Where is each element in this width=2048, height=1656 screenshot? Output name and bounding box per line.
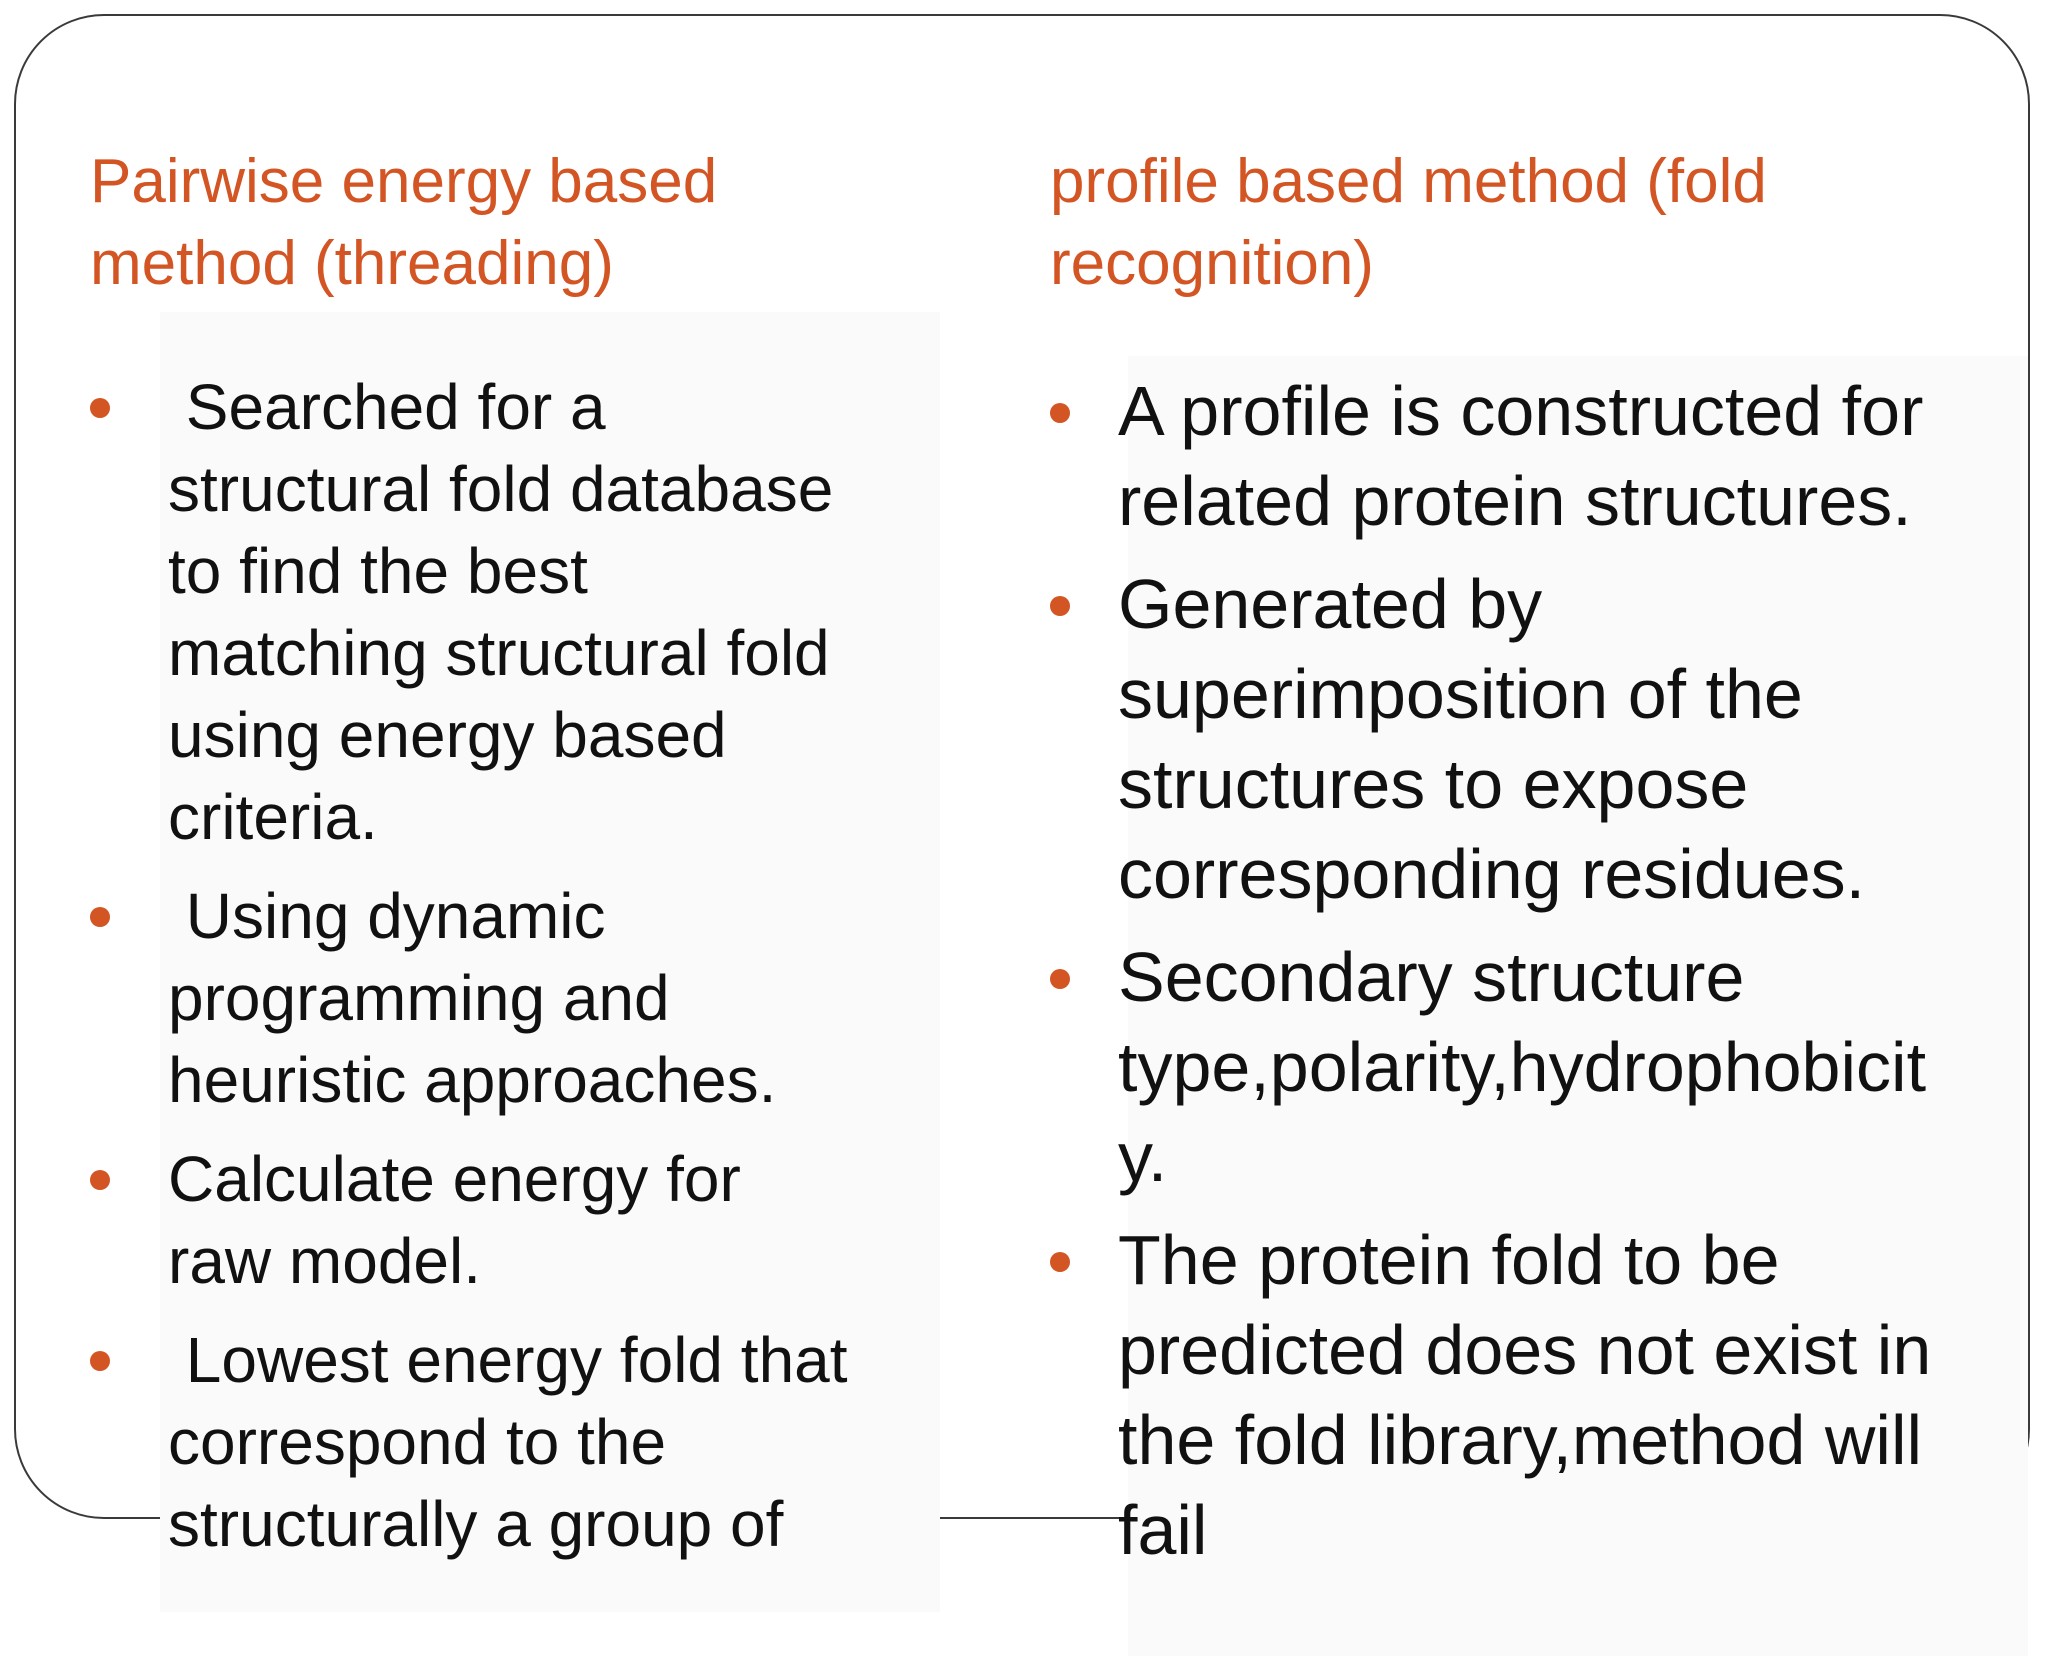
bullet-text-line: fail xyxy=(1118,1491,1208,1569)
bullet-text-line: programming and xyxy=(168,962,670,1034)
bullet-text-line: y. xyxy=(1118,1118,1168,1196)
bullet-dot-icon xyxy=(1050,596,1070,616)
heading-line: method (threading) xyxy=(90,229,614,298)
bullet-text-line: Lowest energy fold that xyxy=(168,1324,848,1396)
bullet-text-line: criteria. xyxy=(168,781,378,853)
bullet-text-line: superimposition of the xyxy=(1118,655,1803,733)
heading-line: profile based method (fold xyxy=(1050,147,1767,216)
bullet-item xyxy=(1050,932,2030,1202)
bullet-item xyxy=(90,1319,950,1565)
bullet-text-line: to find the best xyxy=(168,535,588,607)
bullet-dot-icon xyxy=(90,398,110,418)
bullet-dot-icon xyxy=(1050,1252,1070,1272)
right-bullet-list xyxy=(1050,366,2030,1588)
right-column-heading xyxy=(1050,141,1767,305)
bullet-text-line: type,polarity,hydrophobicit xyxy=(1118,1028,1927,1106)
bullet-text-line: using energy based xyxy=(168,699,727,771)
bullet-text-line: structural fold database xyxy=(168,453,834,525)
slide-frame xyxy=(14,14,2030,1569)
bullet-text-line: predicted does not exist in xyxy=(1118,1311,1932,1389)
bullet-dot-icon xyxy=(90,907,110,927)
bullet-text-line: The protein fold to be xyxy=(1118,1221,1780,1299)
bullet-item xyxy=(90,1138,950,1302)
bullet-text-line: the fold library,method will xyxy=(1118,1401,1923,1479)
bullet-text-line: heuristic approaches. xyxy=(168,1044,777,1116)
left-bullet-list xyxy=(90,366,950,1582)
bullet-text-line: Generated by xyxy=(1118,565,1543,643)
bullet-item xyxy=(1050,559,2030,919)
bullet-item xyxy=(1050,366,2030,546)
bullet-text-line: Using dynamic xyxy=(168,880,606,952)
left-column-heading xyxy=(90,141,717,305)
heading-line: recognition) xyxy=(1050,229,1374,298)
bullet-text-line: matching structural fold xyxy=(168,617,830,689)
heading-line: Pairwise energy based xyxy=(90,147,718,216)
bullet-item xyxy=(90,875,950,1121)
bullet-text-line: corresponding residues. xyxy=(1118,835,1866,913)
bullet-item xyxy=(1050,1215,2030,1575)
bullet-text-line: raw model. xyxy=(168,1225,481,1297)
bullet-text-line: structures to expose xyxy=(1118,745,1749,823)
bullet-text-line: structurally a group of xyxy=(168,1488,784,1560)
bullet-item xyxy=(90,366,950,858)
bullet-dot-icon xyxy=(1050,969,1070,989)
bullet-dot-icon xyxy=(1050,403,1070,423)
bullet-text-line: Secondary structure xyxy=(1118,938,1745,1016)
bullet-dot-icon xyxy=(90,1170,110,1190)
bullet-dot-icon xyxy=(90,1351,110,1371)
bullet-text-line: correspond to the xyxy=(168,1406,667,1478)
bullet-text-line: related protein structures. xyxy=(1118,462,1912,540)
bullet-text-line: Searched for a xyxy=(168,371,606,443)
bullet-text-line: Calculate energy for xyxy=(168,1143,741,1215)
bullet-text-line: A profile is constructed for xyxy=(1118,372,1924,450)
